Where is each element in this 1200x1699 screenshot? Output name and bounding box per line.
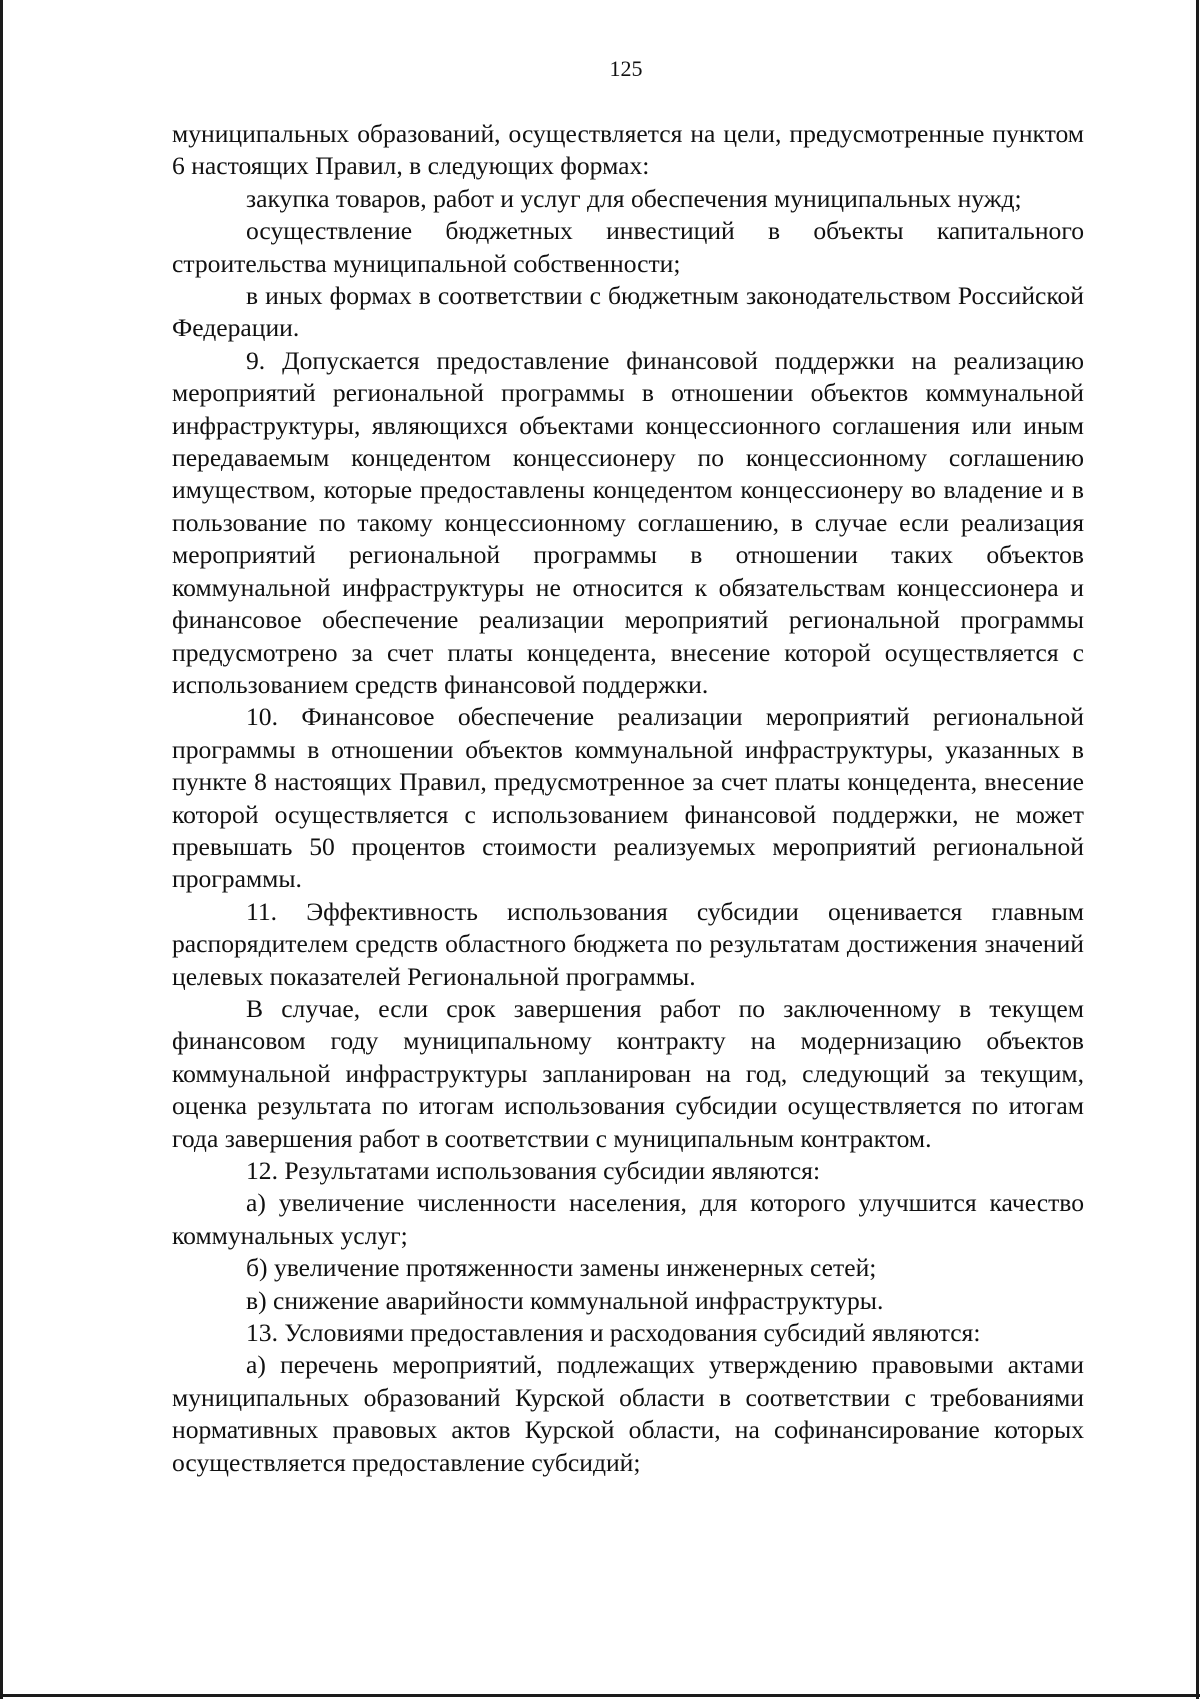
paragraph: 12. Результатами использования субсидии являются: [246, 1156, 821, 1185]
paragraph: закупка товаров, работ и услуг для обеспечения муниципальных нужд; [246, 183, 1022, 213]
scan-edge-bottom [0, 1694, 1200, 1697]
paragraph: в) снижение аварийности коммунальной инфраструктуры. [246, 1285, 884, 1315]
paragraph: в иных формах в соответствии с бюджетным законодательством Российской Федерации. [172, 281, 1084, 343]
scan-edge-right [1196, 0, 1199, 1699]
paragraph: В случае, если срок завершения работ по заключенному в текущем финансовом году муниципальному контракту на модернизацию объектов коммунальной инфраструктуры запланирован на год, следующий за текущим, оценка результата по итогам использования субсидии осуществляется по итогам года завершения работ в соответствии с муниципальным контрактом. [172, 993, 1084, 1153]
paragraph: а) перечень мероприятий, подлежащих утверждению правовыми актами муниципальных образований Курской области в соответствии с требованиями нормативных правовых актов Курской области, на софинансирование которых осуществляется предоставление субсидий; [172, 1350, 1084, 1477]
document-body [172, 118, 1084, 1479]
paragraph: муниципальных образований, осуществляется на цели, предусмотренные пунктом 6 настоящих Правил, в следующих формах: [172, 119, 1084, 181]
scan-edge-left [0, 0, 3, 1699]
paragraph: 13. Условиями предоставления и расходования субсидий являются: [246, 1318, 981, 1348]
paragraph: 9. Допускается предоставление финансовой поддержки на реализацию мероприятий региональной программы в отношении объектов коммунальной инфраструктуры, являющихся объектами концессионного соглашения или иным передаваемым концедентом концессионеру по концессионному соглашению имуществом, которые предоставлены концедентом концессионеру во владение и в пользование по такому концессионному соглашению, в случае если реализация мероприятий региональной программы в отношении таких объектов коммунальной инфраструктуры не относится к обязательствам концессионера и финансовое обеспечение реализации мероприятий региональной программы предусмотрено за счет платы концедента, внесение которой осуществляется с использованием средств финансовой поддержки. [172, 345, 1084, 699]
page-number: 125 [609, 56, 643, 81]
paragraph: 11. Эффективность использования субсидии оценивается главным распорядителем средств областного бюджета по результатам достижения значений целевых показателей Региональной программы. [172, 896, 1084, 991]
paragraph: б) увеличение протяженности замены инженерных сетей; [246, 1253, 877, 1283]
paragraph: а) увеличение численности населения, для которого улучшится качество коммунальных услуг; [172, 1188, 1084, 1250]
paragraph: осуществление бюджетных инвестиций в объекты капитального строительства муниципальной собственности; [172, 216, 1084, 278]
paragraph: 10. Финансовое обеспечение реализации мероприятий региональной программы в отношении объектов коммунальной инфраструктуры, указанных в пункте 8 настоящих Правил, предусмотренное за счет платы концедента, внесение которой осуществляется с использованием финансовой поддержки, не может превышать 50 процентов стоимости реализуемых мероприятий региональной программы. [172, 702, 1084, 894]
